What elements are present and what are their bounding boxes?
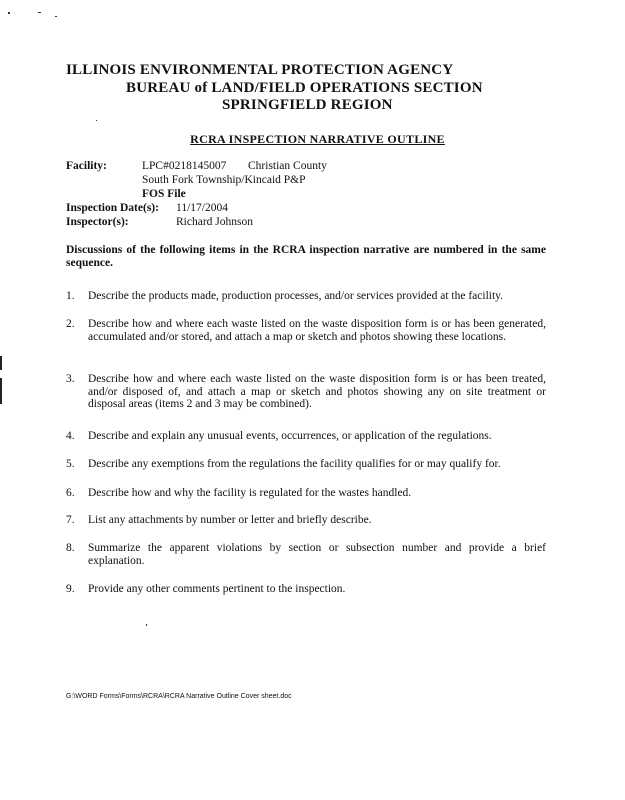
item-text: List any attachments by number or letter and briefly describe. [88,514,372,526]
inspection-date: 11/17/2004 [176,202,228,214]
item-text: Summarize the apparent violations by section or subsection number and provide a brief explanation. [88,542,546,567]
inspector-label: Inspector(s): [66,216,129,228]
scan-edge-mark [0,378,2,404]
list-item [66,430,546,443]
intro-paragraph: Discussions of the following items in the RCRA inspection narrative are numbered in the same sequence. [66,244,546,269]
scan-speck [146,624,147,626]
item-number: 5. [66,458,75,470]
item-text: Describe and explain any unusual events, occurrences, or application of the regulations. [88,430,492,442]
list-item [66,458,546,471]
facility-label: Facility: [66,160,107,172]
list-item [66,514,546,527]
scan-speck [8,12,10,14]
item-number: 2. [66,318,75,330]
list-item [66,487,546,500]
item-text: Describe any exemptions from the regulations the facility qualifies for or may qualify for. [88,458,501,470]
scan-edge-mark [0,356,2,370]
item-number: 1. [66,290,75,302]
scan-speck [38,12,41,13]
document-subtitle: RCRA INSPECTION NARRATIVE OUTLINE [190,132,445,146]
bureau-title: BUREAU of LAND/FIELD OPERATIONS SECTION [126,80,483,96]
item-number: 6. [66,487,75,499]
item-text: Describe the products made, production processes, and/or services provided at the facility. [88,290,504,302]
fos-file-label: FOS File [142,188,186,200]
list-item [66,318,546,343]
item-text: Describe how and where each waste listed on the waste disposition form is or has been generated, accumulated and/or stored, and attach a map or sketch and photos showing these locations. [88,318,546,343]
list-item [66,583,546,596]
item-text: Describe how and why the facility is regulated for the wastes handled. [88,487,412,499]
list-item [66,290,546,303]
item-number: 3. [66,373,75,385]
list-item [66,542,546,567]
item-number: 9. [66,583,75,595]
item-number: 8. [66,542,75,554]
scan-speck [55,16,57,17]
item-number: 7. [66,514,75,526]
item-text: Describe how and where each waste listed on the waste disposition form is or has been treated, and/or disposed of, and attach a map or sketch and photos showing any on site treatment or disposal areas (items 2 and 3 may be combined). [88,373,546,410]
facility-county: Christian County [248,160,327,172]
facility-id: LPC#0218145007 [142,160,227,172]
inspector-name: Richard Johnson [176,216,253,228]
inspection-date-label: Inspection Date(s): [66,202,159,214]
list-item [66,373,546,411]
scan-speck [96,120,97,121]
file-path-footer: G:\WORD Forms\Forms\RCRA\RCRA Narrative Outline Cover sheet.doc [66,693,292,700]
region-title: SPRINGFIELD REGION [222,97,393,113]
agency-title: ILLINOIS ENVIRONMENTAL PROTECTION AGENCY [66,62,454,78]
item-number: 4. [66,430,75,442]
facility-location: South Fork Township/Kincaid P&P [142,174,306,186]
item-text: Provide any other comments pertinent to the inspection. [88,583,346,595]
